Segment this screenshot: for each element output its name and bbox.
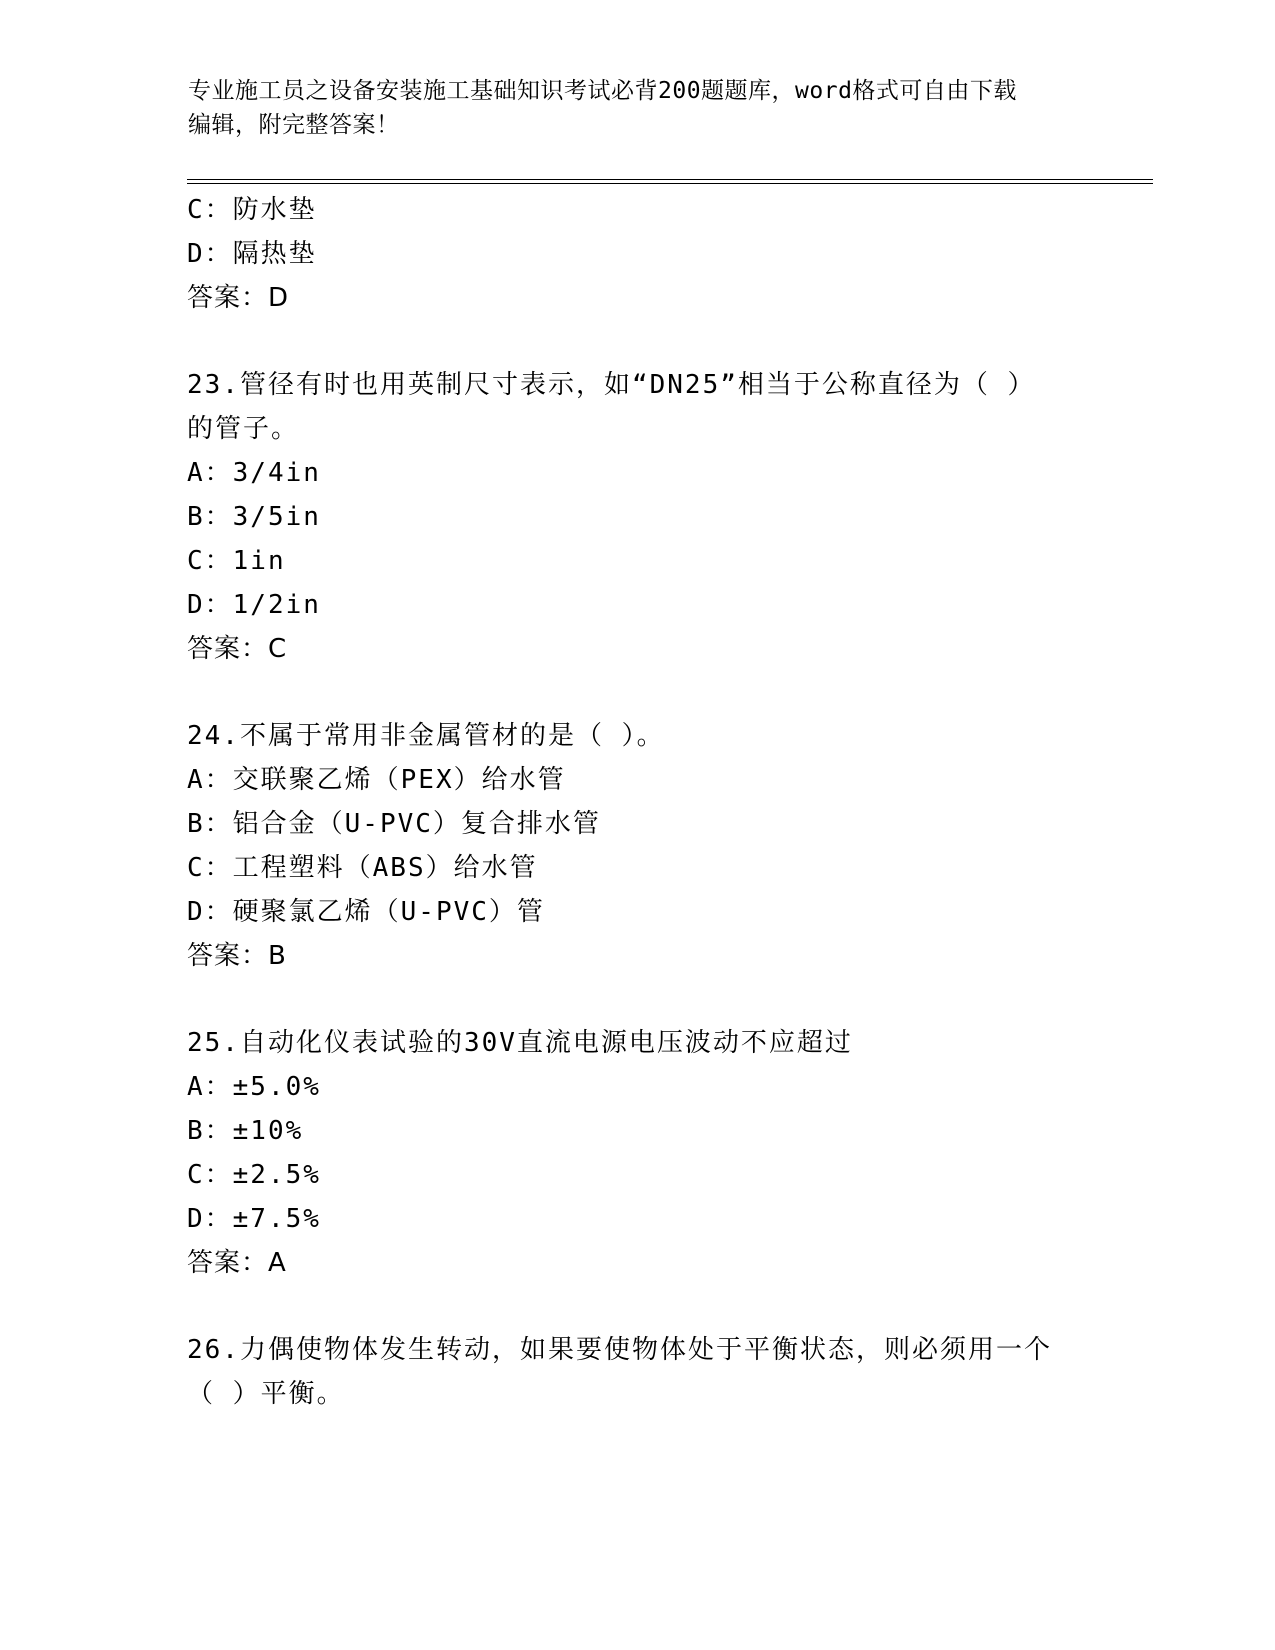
header-divider-top (187, 179, 1153, 180)
q25-answer: 答案：A (187, 1248, 287, 1278)
q23-option-c: C：1in (187, 546, 286, 576)
header-divider-bottom (187, 183, 1153, 184)
q25-option-a: A：±5.0% (187, 1072, 321, 1102)
q23-stem-line-1: 23.管径有时也用英制尺寸表示，如“DN25”相当于公称直径为（ ） (187, 370, 1036, 400)
q23-stem-line-2: 的管子。 (187, 414, 300, 444)
q26-stem-line-2: （ ）平衡。 (187, 1379, 345, 1409)
q25-option-c: C：±2.5% (187, 1160, 321, 1190)
q24-option-c: C：工程塑料（ABS）给水管 (187, 853, 538, 883)
q22-answer: 答案：D (187, 283, 290, 313)
header-title-line-1: 专业施工员之设备安装施工基础知识考试必背200题题库，word格式可自由下载 (188, 78, 1017, 104)
q25-option-d: D：±7.5% (187, 1204, 321, 1234)
q23-answer: 答案：C (187, 634, 288, 664)
q24-option-a: A：交联聚乙烯（PEX）给水管 (187, 765, 566, 795)
q26-stem-line-1: 26.力偶使物体发生转动，如果要使物体处于平衡状态，则必须用一个 (187, 1335, 1052, 1365)
q25-option-b: B：±10% (187, 1116, 304, 1146)
q24-stem-line-1: 24.不属于常用非金属管材的是（ ）。 (187, 721, 665, 751)
q22-option-d: D：隔热垫 (187, 239, 317, 269)
q24-option-d: D：硬聚氯乙烯（U-PVC）管 (187, 897, 545, 927)
q24-option-b: B：铝合金（U-PVC）复合排水管 (187, 809, 601, 839)
header-title-line-2: 编辑，附完整答案！ (188, 112, 400, 138)
q23-option-d: D：1/2in (187, 590, 321, 620)
q25-stem-line-1: 25.自动化仪表试验的30V直流电源电压波动不应超过 (187, 1028, 853, 1058)
q22-option-c: C：防水垫 (187, 195, 317, 225)
q23-option-a: A：3/4in (187, 458, 321, 488)
page-header (188, 74, 1088, 142)
q23-option-b: B：3/5in (187, 502, 321, 532)
q24-answer: 答案：B (187, 941, 287, 971)
